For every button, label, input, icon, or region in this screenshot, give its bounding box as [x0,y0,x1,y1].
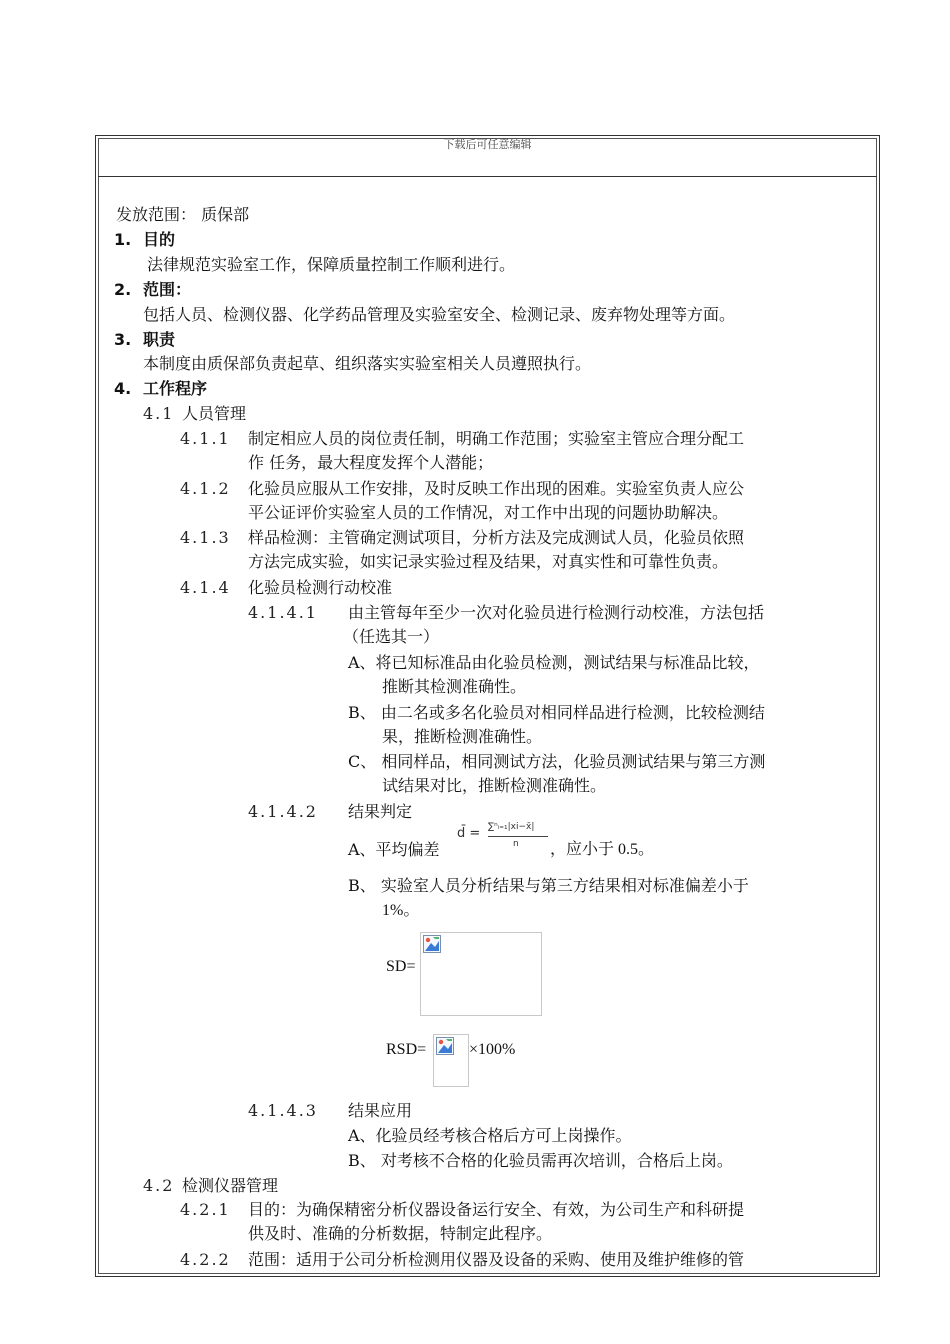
option-a-line-1: A、将已知标准品由化验员检测，测试结果与标准品比较， [348,653,760,672]
item-4-1-1-line-2: 作 任务，最大程度发挥个人潜能； [248,453,494,472]
formula-numerator: ∑ⁿᵢ₌₁|xi−x̄| [488,822,535,832]
item-4-2-1-line-1: 目的：为确保精密分析仪器设备运行安全、有效，为公司生产和科研提 [248,1200,745,1219]
subsection-4-1-title: 人员管理 [182,404,247,423]
section-4-title: 工作程序 [143,379,208,398]
formula-d-bar: d̄ = [457,826,481,841]
option-c-line-1: C、 相同样品，相同测试方法，化验员测试结果与第三方测 [348,752,766,771]
formula-denominator: n [513,839,519,849]
item-4-1-3-line-2: 方法完成实验，如实记录实验过程及结果，对真实性和可靠性负责。 [248,552,729,571]
broken-image-icon [423,935,441,953]
section-4-number: 4. [114,379,132,398]
rsd-formula-image [433,1034,469,1087]
option-b-line-2: 果，推断检测准确性。 [382,727,543,746]
item-4-1-4-title: 化验员检测行动校准 [248,578,393,597]
item-4-2-2-number: 4.2.2 [180,1250,231,1269]
sd-label: SD= [386,958,416,975]
item-4-2-1-number: 4.2.1 [180,1200,231,1219]
item-4-1-4-number: 4.1.4 [180,578,231,597]
sd-formula-image [420,932,542,1016]
criterion-a-suffix: ，应小于 0.5。 [550,841,655,858]
rsd-label: RSD= [386,1041,427,1058]
application-a: A、化验员经考核合格后方可上岗操作。 [348,1126,632,1145]
item-4-1-4-1-number: 4.1.4.1 [248,603,318,622]
item-4-1-4-3-title: 结果应用 [348,1101,413,1120]
distribution-scope: 发放范围： 质保部 [116,205,250,224]
section-1-number: 1. [114,230,132,249]
section-3-body: 本制度由质保部负责起草、组织落实实验室相关人员遵照执行。 [143,354,592,373]
application-b: B、 对考核不合格的化验员需再次培训，合格后上岗。 [348,1151,733,1170]
section-2-body: 包括人员、检测仪器、化学药品管理及实验室安全、检测记录、废弃物处理等方面。 [143,305,736,324]
section-1-title: 目的 [143,230,176,249]
item-4-1-4-1-line-2: （任选其一） [343,627,440,646]
item-4-1-2-line-2: 平公证评价实验室人员的工作情况，对工作中出现的问题协助解决。 [248,503,729,522]
item-4-1-4-3-number: 4.1.4.3 [248,1101,318,1120]
section-3-title: 职责 [143,330,176,349]
subsection-4-1-number: 4.1 [143,404,175,423]
section-1-body: 法律规范实验室工作，保障质量控制工作顺利进行。 [147,255,516,274]
subsection-4-2-title: 检测仪器管理 [182,1176,279,1195]
option-b-line-1: B、 由二名或多名化验员对相同样品进行检测，比较检测结 [348,703,765,722]
section-3-number: 3. [114,330,132,349]
criterion-a-prefix: A、平均偏差 [348,840,440,859]
item-4-1-1-number: 4.1.1 [180,429,231,448]
criterion-b-line-2: 1%。 [382,902,420,919]
criterion-b-line-1: B、 实验室人员分析结果与第三方结果相对标准偏差小于 [348,876,749,895]
option-a-line-2: 推断其检测准确性。 [382,677,527,696]
broken-image-icon [436,1037,454,1055]
item-4-1-3-line-1: 样品检测：主管确定测试项目，分析方法及完成测试人员，化验员依照 [248,528,745,547]
item-4-1-4-2-number: 4.1.4.2 [248,802,318,821]
header-divider [98,176,877,177]
option-c-line-2: 试结果对比，推断检测准确性。 [382,776,607,795]
item-4-1-1-line-1: 制定相应人员的岗位责任制，明确工作范围；实验室主管应合理分配工 [248,429,745,448]
item-4-1-4-1-line-1: 由主管每年至少一次对化验员进行检测行动校准，方法包括 [348,603,765,622]
section-2-number: 2. [114,280,132,299]
subsection-4-2-number: 4.2 [143,1176,175,1195]
header-note: 下载后可任意编辑 [443,138,532,151]
item-4-1-2-number: 4.1.2 [180,479,231,498]
rsd-percent: ×100% [469,1041,516,1058]
item-4-1-3-number: 4.1.3 [180,528,231,547]
item-4-2-2-line-1: 范围：适用于公司分析检测用仪器及设备的采购、使用及维护维修的管 [248,1250,745,1269]
section-2-title: 范围： [143,280,192,299]
item-4-1-4-2-title: 结果判定 [348,802,413,821]
item-4-1-2-line-1: 化验员应服从工作安排，及时反映工作出现的困难。实验室负责人应公 [248,479,745,498]
formula-fraction-bar [488,836,548,837]
item-4-2-1-line-2: 供及时、准确的分析数据，特制定此程序。 [248,1224,553,1243]
